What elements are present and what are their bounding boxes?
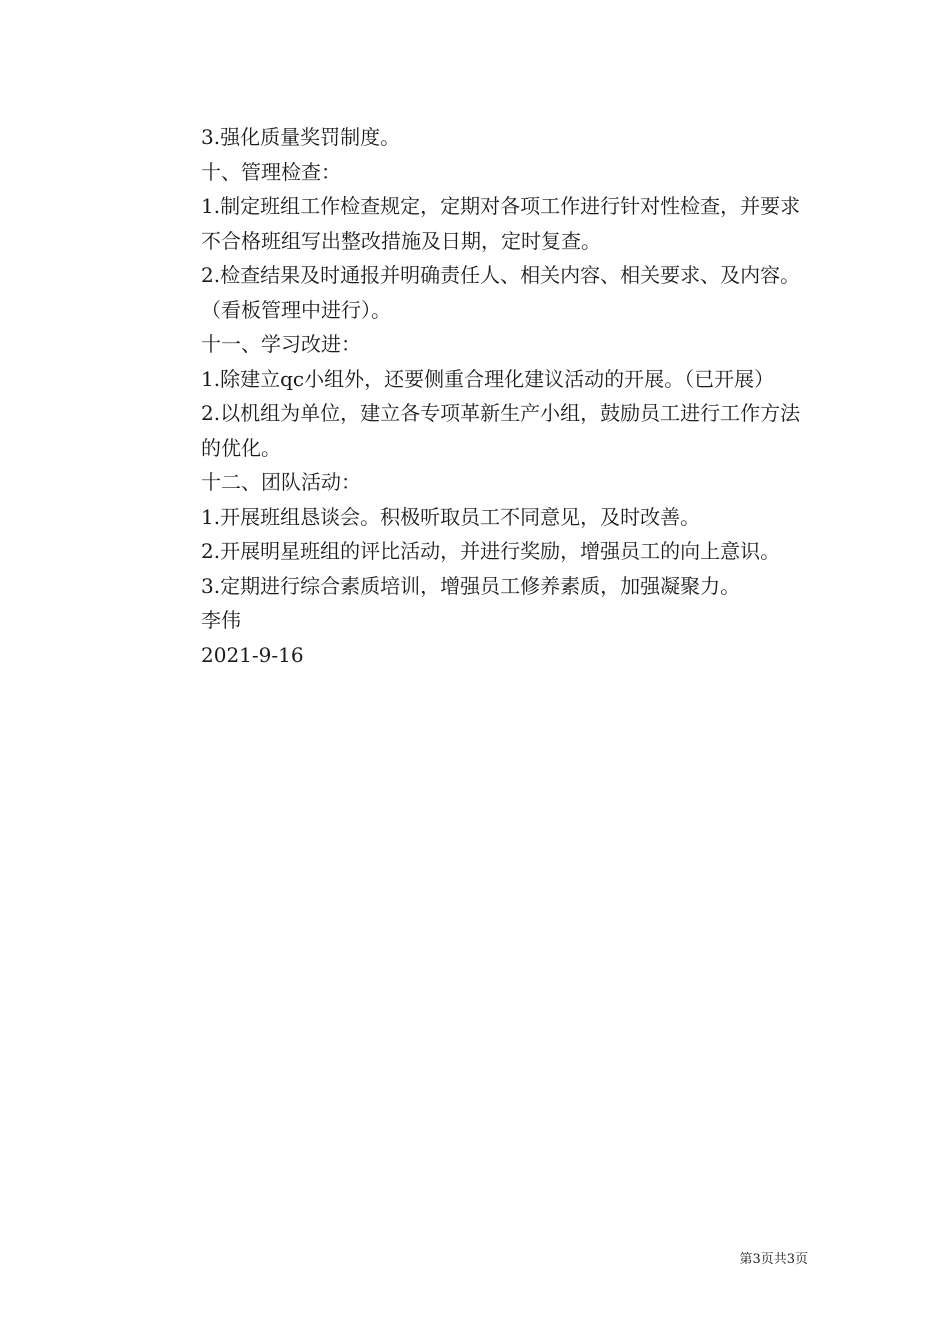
- page-number-footer: 第3页共3页: [739, 1252, 808, 1267]
- document-date: 2021-9-16: [201, 642, 304, 667]
- paragraph-rectification: 不合格班组写出整改措施及日期，定时复查。: [201, 228, 601, 253]
- paragraph-training: 3.定期进行综合素质培训，增强员工修养素质，加强凝聚力。: [201, 573, 741, 598]
- paragraph-qc-group: 1.除建立qc小组外，还要侧重合理化建议活动的开展。（已开展）: [201, 366, 775, 391]
- paragraph-innovation-group: 2.以机组为单位，建立各专项革新生产小组，鼓励员工进行工作方法: [201, 401, 801, 425]
- document-body: [145, 120, 810, 672]
- paragraph-team-meeting: 1.开展班组恳谈会。积极听取员工不同意见，及时改善。: [201, 504, 701, 529]
- paragraph-inspection-results: 2.检查结果及时通报并明确责任人、相关内容、相关要求、及内容。: [201, 263, 801, 287]
- heading-team-activities: 十二、团队活动：: [201, 470, 361, 494]
- heading-management-inspection: 十、管理检查：: [201, 159, 341, 184]
- paragraph-quality-reward: 3.强化质量奖罚制度。: [201, 125, 401, 149]
- paragraph-kanban-note: （看板管理中进行）。: [201, 297, 391, 322]
- paragraph-optimization: 的优化。: [201, 435, 281, 460]
- author-name: 李伟: [201, 608, 241, 632]
- heading-learning-improvement: 十一、学习改进：: [201, 332, 361, 356]
- paragraph-star-team: 2.开展明星班组的评比活动，并进行奖励，增强员工的向上意识。: [201, 539, 781, 563]
- paragraph-inspection-rules: 1.制定班组工作检查规定，定期对各项工作进行针对性检查，并要求: [201, 194, 801, 218]
